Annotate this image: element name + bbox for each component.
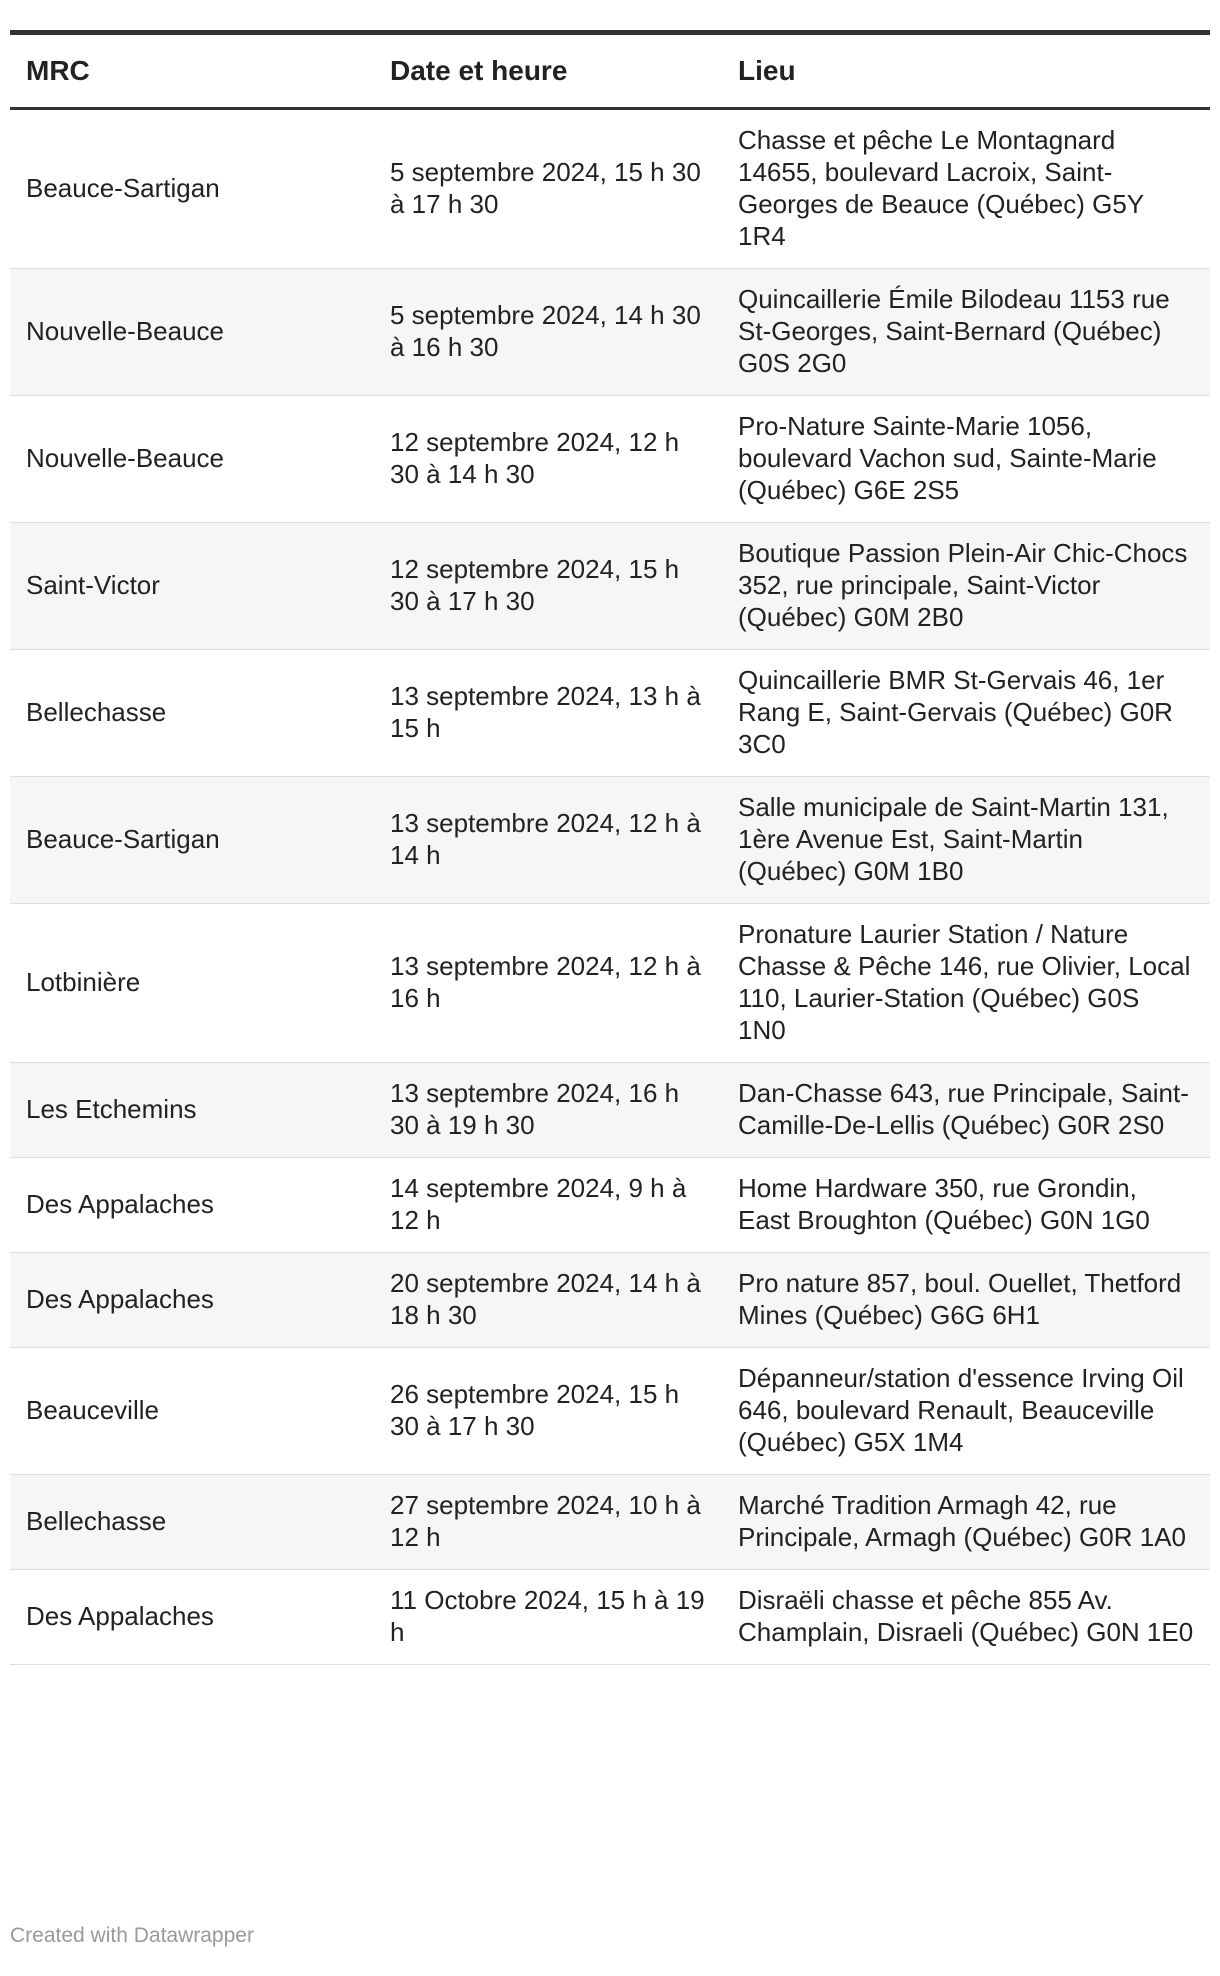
header-row [10,33,1210,109]
data-table [10,30,1210,1665]
column-header-lieu[interactable]: Lieu [722,33,1210,109]
cell-lieu: Dan-Chasse 643, rue Principale, Saint-Camille-De-Lellis (Québec) G0R 2S0 [722,1063,1210,1158]
table-row [10,1158,1210,1253]
column-header-date[interactable]: Date et heure [374,33,722,109]
cell-lieu: Quincaillerie BMR St-Gervais 46, 1er Rang E, Saint-Gervais (Québec) G0R 3C0 [722,650,1210,777]
cell-lieu: Salle municipale de Saint-Martin 131, 1ère Avenue Est, Saint-Martin (Québec) G0M 1B0 [722,777,1210,904]
cell-mrc: Saint-Victor [10,523,374,650]
cell-date: 13 septembre 2024, 12 h à 14 h [374,777,722,904]
cell-mrc: Des Appalaches [10,1570,374,1665]
cell-date: 5 septembre 2024, 14 h 30 à 16 h 30 [374,269,722,396]
table-row [10,777,1210,904]
cell-lieu: Pro-Nature Sainte-Marie 1056, boulevard Vachon sud, Sainte-Marie (Québec) G6E 2S5 [722,396,1210,523]
table-row [10,269,1210,396]
table-row [10,1475,1210,1570]
table-row [10,650,1210,777]
cell-lieu: Chasse et pêche Le Montagnard 14655, boulevard Lacroix, Saint-Georges de Beauce (Québec) G5Y 1R4 [722,109,1210,269]
cell-mrc: Des Appalaches [10,1158,374,1253]
cell-lieu: Dépanneur/station d'essence Irving Oil 646, boulevard Renault, Beauceville (Québec) G5X 1M4 [722,1348,1210,1475]
cell-lieu: Boutique Passion Plein-Air Chic-Chocs 352, rue principale, Saint-Victor (Québec) G0M 2B0 [722,523,1210,650]
cell-mrc: Bellechasse [10,1475,374,1570]
cell-lieu: Quincaillerie Émile Bilodeau 1153 rue St-Georges, Saint-Bernard (Québec) G0S 2G0 [722,269,1210,396]
cell-lieu: Pro nature 857, boul. Ouellet, Thetford Mines (Québec) G6G 6H1 [722,1253,1210,1348]
cell-date: 12 septembre 2024, 15 h 30 à 17 h 30 [374,523,722,650]
table-row [10,1570,1210,1665]
data-table-container [10,30,1210,1665]
column-header-mrc[interactable]: MRC [10,33,374,109]
datawrapper-credit[interactable]: Created with Datawrapper [10,1924,254,1947]
cell-mrc: Beauce-Sartigan [10,109,374,269]
table-row [10,109,1210,269]
cell-mrc: Nouvelle-Beauce [10,269,374,396]
cell-date: 13 septembre 2024, 12 h à 16 h [374,904,722,1063]
cell-date: 27 septembre 2024, 10 h à 12 h [374,1475,722,1570]
cell-date: 20 septembre 2024, 14 h à 18 h 30 [374,1253,722,1348]
table-header [10,33,1210,109]
cell-mrc: Lotbinière [10,904,374,1063]
table-row [10,523,1210,650]
table-body [10,109,1210,1665]
cell-mrc: Beauce-Sartigan [10,777,374,904]
cell-date: 14 septembre 2024, 9 h à 12 h [374,1158,722,1253]
table-row [10,1063,1210,1158]
cell-date: 12 septembre 2024, 12 h 30 à 14 h 30 [374,396,722,523]
cell-lieu: Marché Tradition Armagh 42, rue Principale, Armagh (Québec) G0R 1A0 [722,1475,1210,1570]
cell-date: 5 septembre 2024, 15 h 30 à 17 h 30 [374,109,722,269]
cell-mrc: Les Etchemins [10,1063,374,1158]
cell-lieu: Disraëli chasse et pêche 855 Av. Champlain, Disraeli (Québec) G0N 1E0 [722,1570,1210,1665]
cell-date: 13 septembre 2024, 16 h 30 à 19 h 30 [374,1063,722,1158]
cell-mrc: Nouvelle-Beauce [10,396,374,523]
cell-mrc: Des Appalaches [10,1253,374,1348]
table-row [10,904,1210,1063]
cell-mrc: Bellechasse [10,650,374,777]
table-row [10,1253,1210,1348]
cell-date: 26 septembre 2024, 15 h 30 à 17 h 30 [374,1348,722,1475]
table-row [10,1348,1210,1475]
cell-lieu: Pronature Laurier Station / Nature Chasse & Pêche 146, rue Olivier, Local 110, Laurier-Station (Québec) G0S 1N0 [722,904,1210,1063]
cell-mrc: Beauceville [10,1348,374,1475]
cell-date: 13 septembre 2024, 13 h à 15 h [374,650,722,777]
cell-lieu: Home Hardware 350, rue Grondin, East Broughton (Québec) G0N 1G0 [722,1158,1210,1253]
table-row [10,396,1210,523]
cell-date: 11 Octobre 2024, 15 h à 19 h [374,1570,722,1665]
